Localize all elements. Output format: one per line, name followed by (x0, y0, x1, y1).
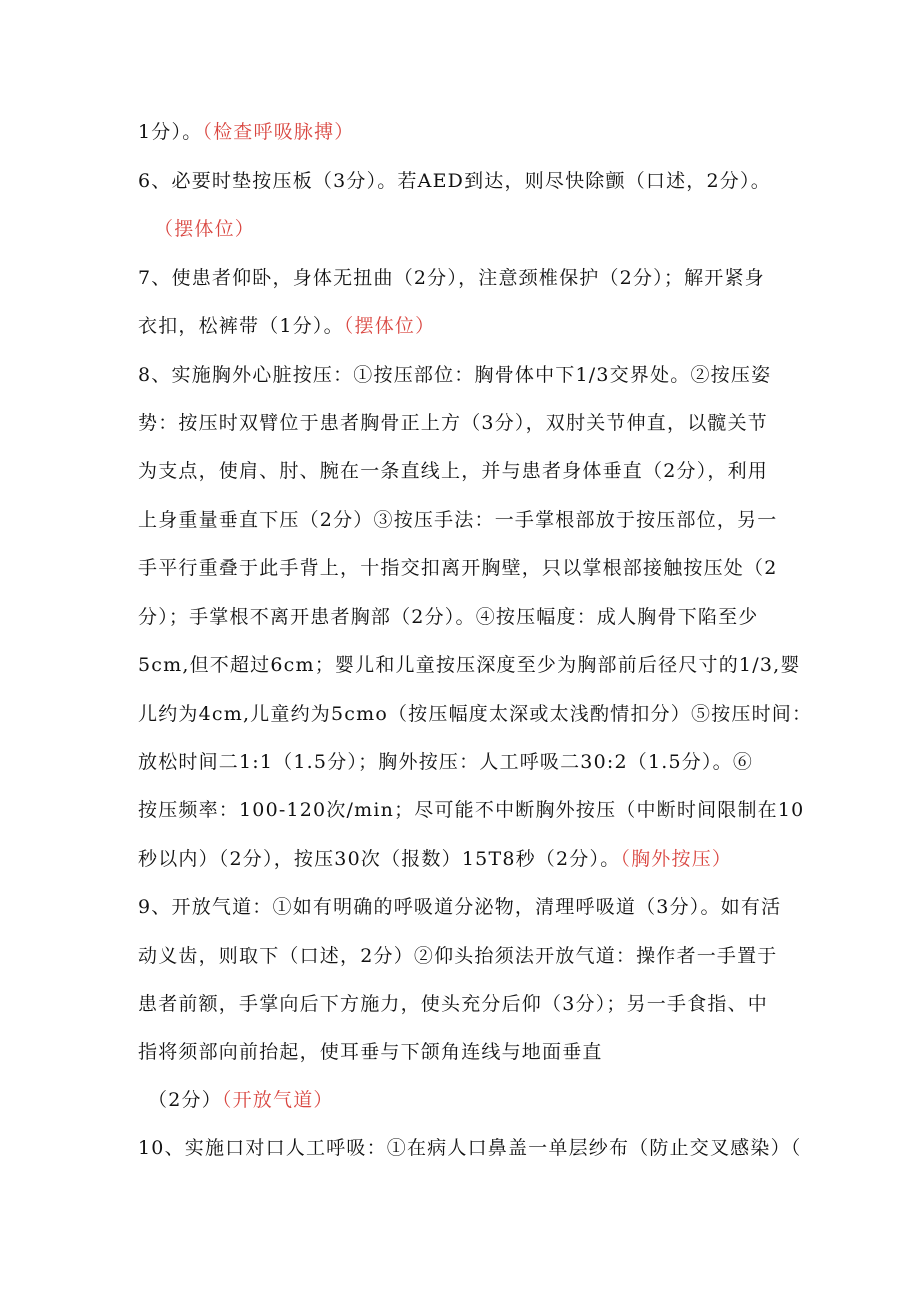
text-line: 患者前额，手掌向后下方施力，使头充分后仰（3分）；另一手食指、中 (138, 993, 768, 1015)
text-line: 衣扣，松裤带（1分）。（摆体位） (138, 315, 436, 337)
text-line: 手平行重叠于此手背上，十指交扣离开胸壁，只以掌根部接触按压处（2 (138, 557, 778, 579)
text-line: 6、必要时垫按压板（3分）。若AED到达，则尽快除颤（口述，2分）。 (138, 170, 771, 192)
red-annotation: （摆体位） (343, 315, 436, 337)
text-line: 为支点，使肩、肘、腕在一条直线上，并与患者身体垂直（2分），利用 (138, 460, 768, 482)
text-line: 9、开放气道：①如有明确的呼吸道分泌物，清理呼吸道（3分）。如有活 (138, 896, 782, 918)
text-line: 秒以内）（2分），按压30次（报数）15T8秒（2分）。（胸外按压） (138, 848, 733, 870)
text-line: 1分）。（检查呼吸脉搏） (138, 121, 355, 143)
text-line: 7、使患者仰卧，身体无扭曲（2分），注意颈椎保护（2分）；解开紧身 (138, 267, 765, 289)
text-line: 放松时间二1:1（1.5分）；胸外按压：人工呼吸二30:2（1.5分）。⑥ (138, 751, 754, 773)
red-annotation: （摆体位） (154, 218, 256, 240)
text-line: 上身重量垂直下压（2分）③按压手法：一手掌根部放于按压部位，另一 (138, 509, 778, 531)
red-annotation: （检查呼吸脉搏） (202, 121, 355, 143)
text-line (154, 217, 824, 241)
red-annotation: （开放气道） (221, 1089, 334, 1111)
text-line: 8、实施胸外心脏按压：①按压部位：胸骨体中下1/3交界处。②按压姿 (138, 364, 772, 386)
text-line: 分）；手掌根不离开患者胸部（2分）。④按压幅度：成人胸骨下陷至少 (138, 606, 759, 628)
text-line: （2分）（开放气道） (148, 1089, 334, 1111)
text-line: 势：按压时双臂位于患者胸骨正上方（3分），双肘关节伸直，以髋关节 (138, 412, 768, 434)
text-line: 按压频率：100-120次/min；尽可能不中断胸外按压（中断时间限制在10 (138, 799, 805, 821)
text-line: 指将须部向前抬起，使耳垂与下颌角连线与地面垂直 (138, 1041, 603, 1063)
text-line: 5cm,但不超过6cm；婴儿和儿童按压深度至少为胸部前后径尺寸的1/3,婴 (138, 654, 801, 676)
text-line: 儿约为4cm,儿童约为5cmo（按压幅度太深或太浅酌情扣分）⑤按压时间： (138, 703, 813, 725)
text-line: 动义齿，则取下（口述，2分）②仰头抬须法开放气道：操作者一手置于 (138, 945, 778, 967)
red-annotation: （胸外按压） (620, 848, 733, 870)
text-line: 10、实施口对口人工呼吸：①在病人口鼻盖一单层纱布（防止交叉感染）（ (138, 1137, 802, 1159)
